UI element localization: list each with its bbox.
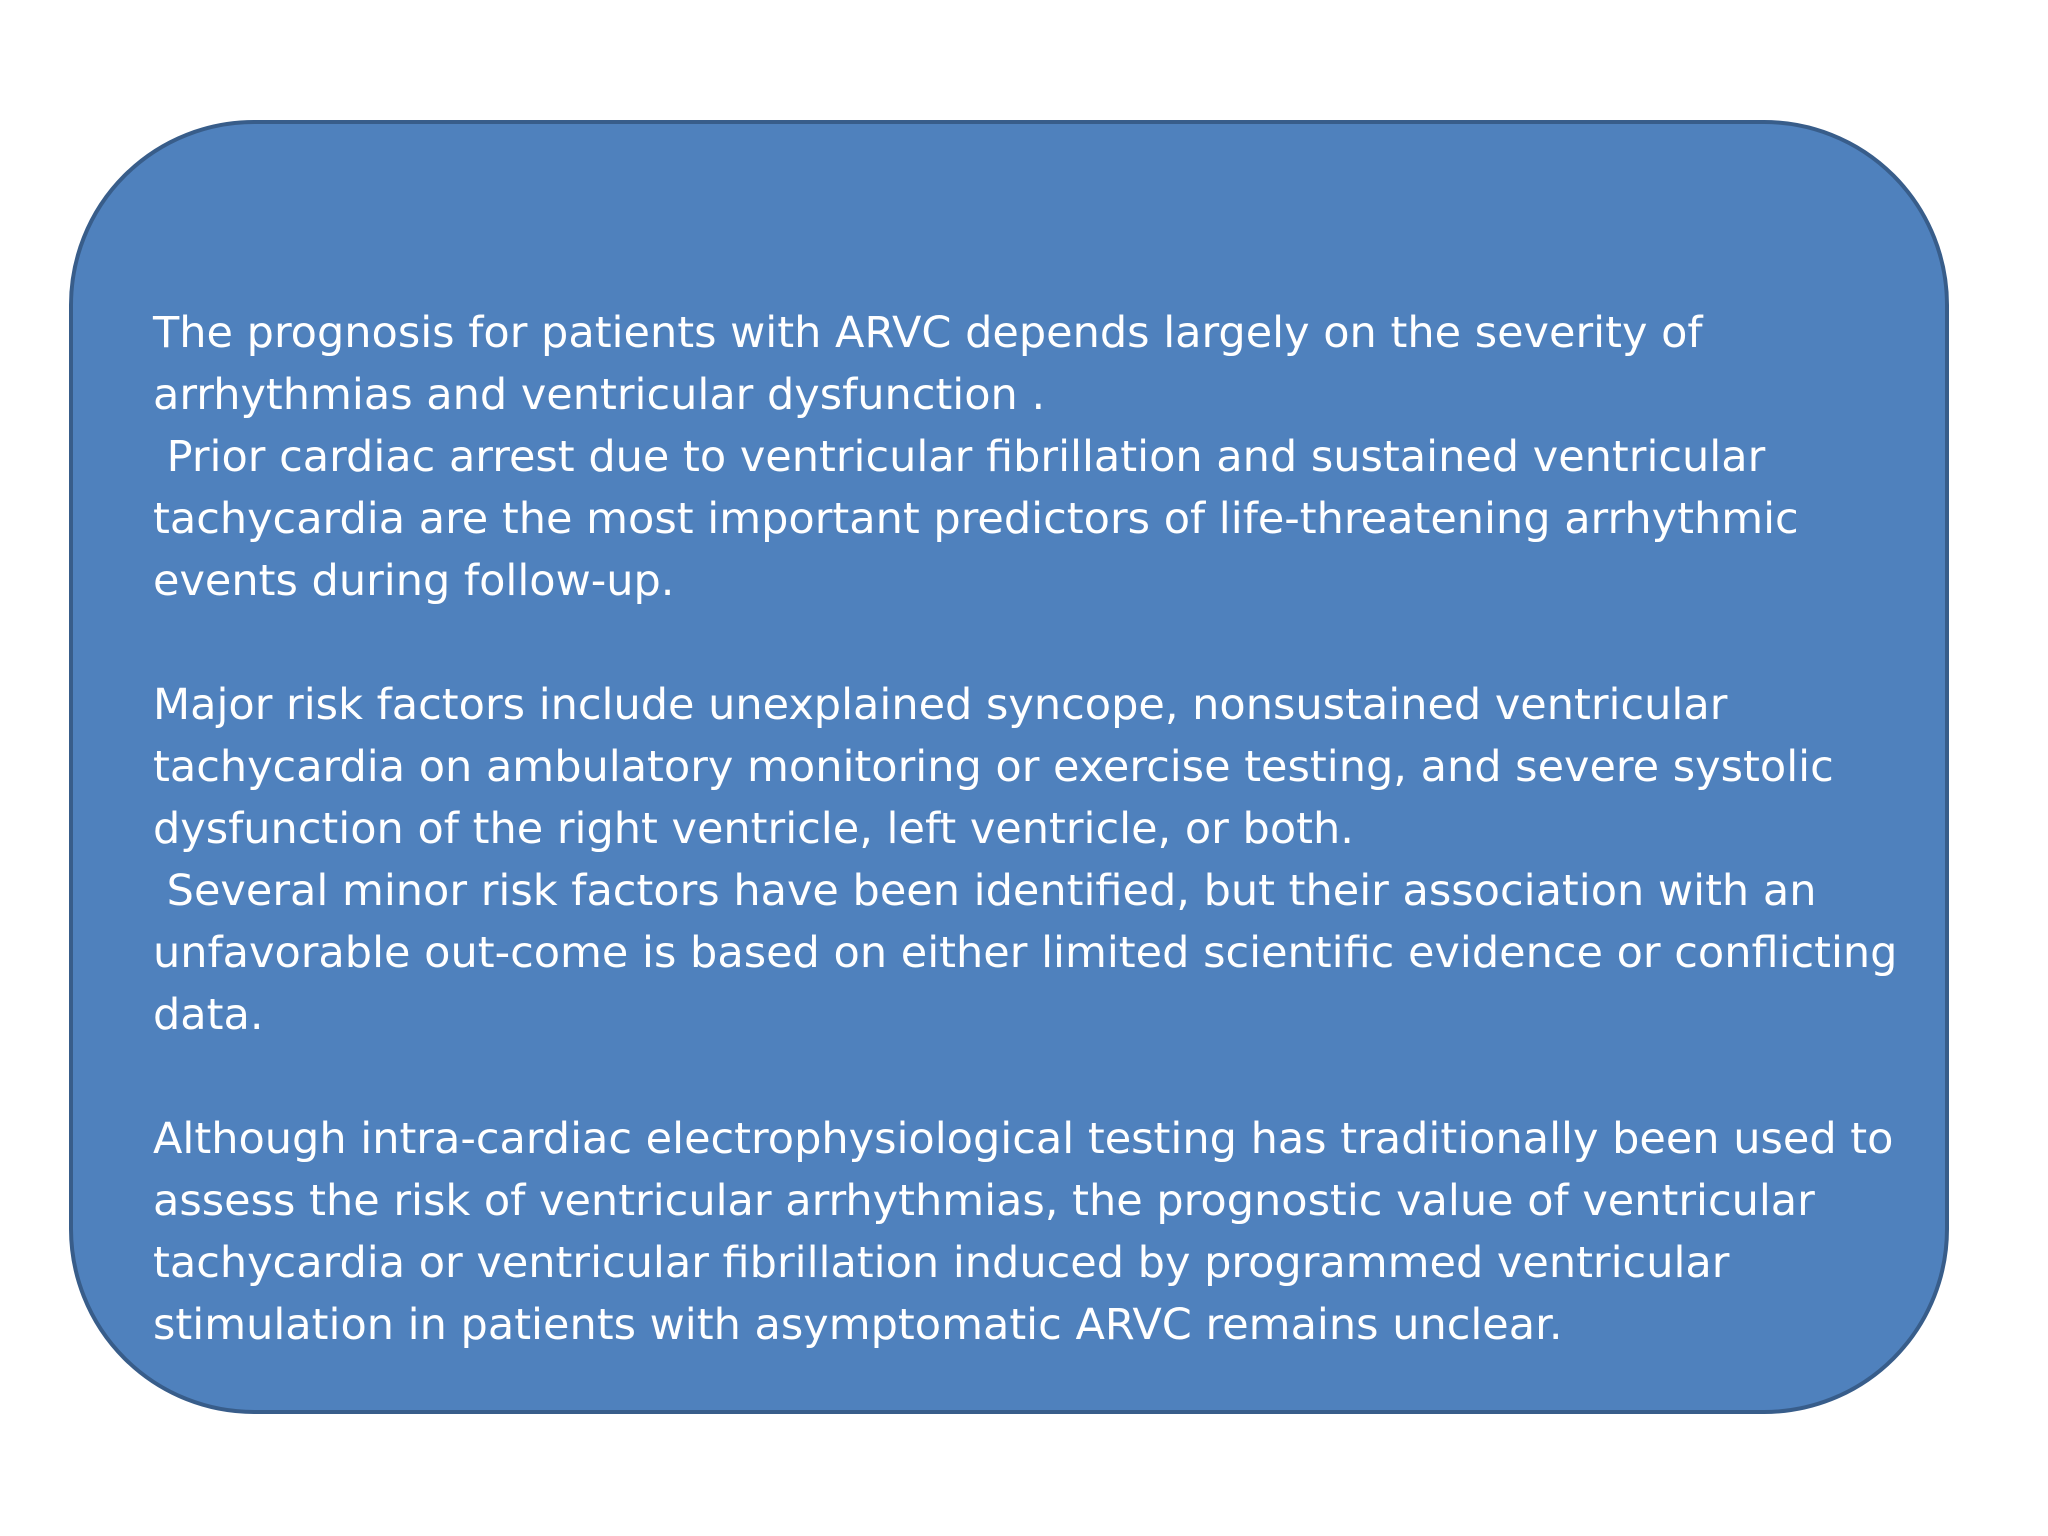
text-line: The prognosis for patients with ARVC depends largely on the severity of: [153, 308, 1703, 358]
text-line: arrhythmias and ventricular dysfunction .: [153, 370, 1046, 420]
text-line: events during follow-up.: [153, 556, 675, 606]
text-line: Several minor risk factors have been identified, but their association with an: [153, 866, 1817, 916]
slide-text-body: [153, 240, 1913, 1356]
text-line: Prior cardiac arrest due to ventricular fibrillation and sustained ventricular: [153, 432, 1766, 482]
text-line: Although intra-cardiac electrophysiological testing has traditionally been used to: [153, 1114, 1894, 1164]
text-line: unfavorable out-come is based on either limited scientific evidence or conflicting: [153, 928, 1898, 978]
text-line: tachycardia on ambulatory monitoring or exercise testing, and severe systolic: [153, 742, 1834, 792]
text-line: assess the risk of ventricular arrhythmias, the prognostic value of ventricular: [153, 1176, 1815, 1226]
text-line: dysfunction of the right ventricle, left ventricle, or both.: [153, 804, 1354, 854]
text-line: data.: [153, 990, 264, 1040]
text-line: Major risk factors include unexplained syncope, nonsustained ventricular: [153, 680, 1728, 730]
text-line: tachycardia or ventricular fibrillation induced by programmed ventricular: [153, 1238, 1730, 1288]
text-line: stimulation in patients with asymptomatic ARVC remains unclear.: [153, 1300, 1563, 1350]
text-line: tachycardia are the most important predictors of life-threatening arrhythmic: [153, 494, 1799, 544]
